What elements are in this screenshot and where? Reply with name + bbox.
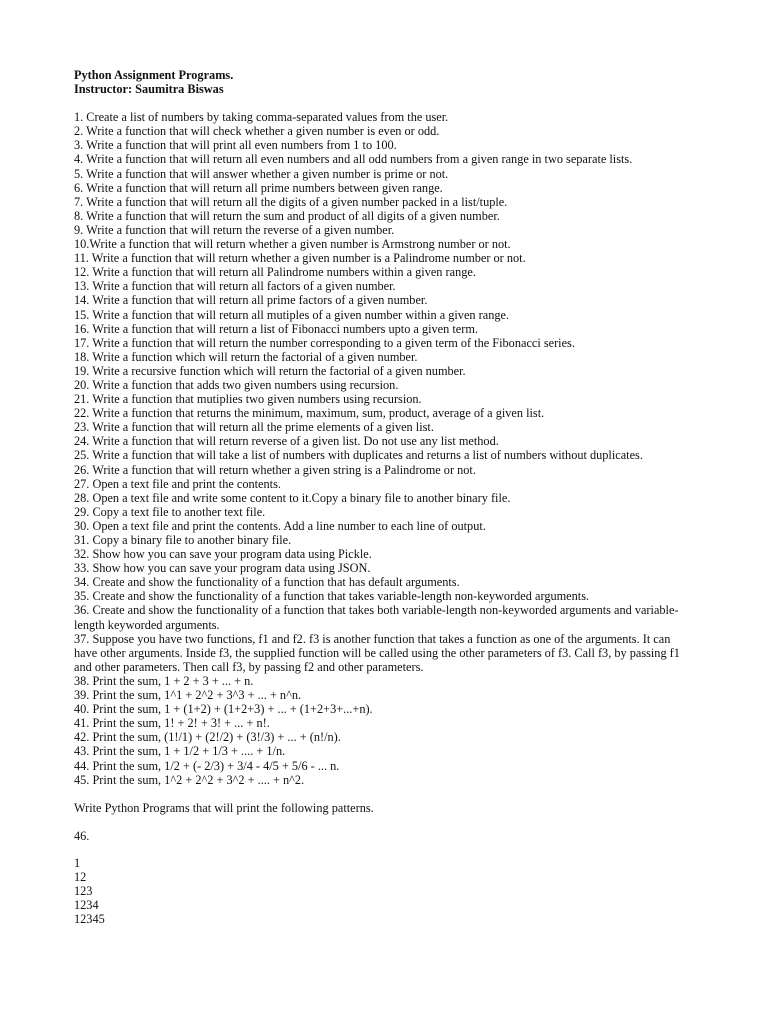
task-item: 5. Write a function that will answer whether a given number is prime or not. bbox=[74, 166, 449, 181]
task-item: 22. Write a function that returns the minimum, maximum, sum, product, average of a given list. bbox=[74, 406, 545, 421]
task-item: 24. Write a function that will return reverse of a given list. Do not use any list method. bbox=[74, 434, 499, 449]
task-item: 37. Suppose you have two functions, f1 and f2. f3 is another function that takes a function as one of the arguments. It can have other arguments. Inside f3, the supplied function will be called using the other parameters of f3. Call f3, by passing f1 and other parameters. Then call f3, by passing f2 and other parameters. bbox=[74, 631, 680, 674]
task-item: 35. Create and show the functionality of a function that takes variable-length non-keyworded arguments. bbox=[74, 589, 590, 604]
task-item: 27. Open a text file and print the contents. bbox=[74, 476, 281, 491]
task-item: 32. Show how you can save your program data using Pickle. bbox=[74, 547, 372, 562]
task-item: 2. Write a function that will check whether a given number is even or odd. bbox=[74, 124, 440, 139]
pattern-line: 12345 bbox=[74, 912, 105, 927]
task-item: 25. Write a function that will take a list of numbers with duplicates and returns a list of numbers without duplicates. bbox=[74, 448, 643, 463]
task-item: 8. Write a function that will return the sum and product of all digits of a given number. bbox=[74, 208, 500, 223]
task-item: 1. Create a list of numbers by taking comma-separated values from the user. bbox=[74, 110, 449, 125]
task-item: 42. Print the sum, (1!/1) + (2!/2) + (3!/3) + ... + (n!/n). bbox=[74, 730, 341, 745]
pattern-line: 123 bbox=[74, 884, 93, 899]
task-item: 9. Write a function that will return the reverse of a given number. bbox=[74, 222, 395, 237]
task-item: 38. Print the sum, 1 + 2 + 3 + ... + n. bbox=[74, 673, 254, 688]
task-item: 29. Copy a text file to another text file. bbox=[74, 504, 266, 519]
task-item: 10.Write a function that will return whether a given number is Armstrong number or not. bbox=[74, 237, 511, 252]
pattern-line: 12 bbox=[74, 869, 87, 884]
task-item: 7. Write a function that will return all the digits of a given number packed in a list/tuple. bbox=[74, 194, 508, 209]
task-item: 28. Open a text file and write some content to it.Copy a binary file to another binary file. bbox=[74, 490, 511, 505]
task-item: 30. Open a text file and print the contents. Add a line number to each line of output. bbox=[74, 518, 486, 533]
patterns-intro: Write Python Programs that will print the following patterns. bbox=[74, 800, 374, 815]
document-title: Python Assignment Programs. bbox=[74, 68, 234, 82]
task-item: 4. Write a function that will return all even numbers and all odd numbers from a given range in two separate lists. bbox=[74, 152, 633, 167]
task-item: 11. Write a function that will return whether a given number is a Palindrome number or not. bbox=[74, 251, 526, 266]
task-item: 26. Write a function that will return whether a given string is a Palindrome or not. bbox=[74, 462, 476, 477]
task-item: 40. Print the sum, 1 + (1+2) + (1+2+3) + ... + (1+2+3+...+n). bbox=[74, 702, 373, 717]
task-item: 13. Write a function that will return all factors of a given number. bbox=[74, 279, 396, 294]
task-item: 34. Create and show the functionality of a function that has default arguments. bbox=[74, 575, 460, 590]
pattern-line: 1234 bbox=[74, 898, 99, 913]
task-item: 23. Write a function that will return all the prime elements of a given list. bbox=[74, 420, 434, 435]
task-item: 41. Print the sum, 1! + 2! + 3! + ... + n!. bbox=[74, 716, 270, 731]
task-item: 19. Write a recursive function which will return the factorial of a given number. bbox=[74, 363, 466, 378]
task-item: 43. Print the sum, 1 + 1/2 + 1/3 + .... + 1/n. bbox=[74, 744, 286, 759]
task-item: 33. Show how you can save your program data using JSON. bbox=[74, 561, 371, 576]
task-item: 36. Create and show the functionality of a function that takes both variable-length non-keyworded arguments and variable-length keyworded arguments. bbox=[74, 603, 679, 632]
instructor-line: Instructor: Saumitra Biswas bbox=[74, 82, 224, 97]
task-item: 14. Write a function that will return all prime factors of a given number. bbox=[74, 293, 428, 308]
task-item: 31. Copy a binary file to another binary file. bbox=[74, 533, 292, 547]
task-item: 15. Write a function that will return all mutiples of a given number within a given range. bbox=[74, 307, 510, 322]
pattern-number: 46. bbox=[74, 828, 90, 843]
task-item: 39. Print the sum, 1^1 + 2^2 + 3^3 + ... + n^n. bbox=[74, 688, 302, 703]
task-item: 12. Write a function that will return all Palindrome numbers within a given range. bbox=[74, 265, 476, 280]
task-item: 17. Write a function that will return the number corresponding to a given term of the Fibonacci series. bbox=[74, 335, 575, 350]
pattern-line: 1 bbox=[74, 855, 81, 870]
task-item: 3. Write a function that will print all even numbers from 1 to 100. bbox=[74, 138, 397, 153]
task-item: 45. Print the sum, 1^2 + 2^2 + 3^2 + .... + n^2. bbox=[74, 772, 305, 787]
pattern-block bbox=[74, 856, 694, 926]
task-item: 44. Print the sum, 1/2 + (- 2/3) + 3/4 - 4/5 + 5/6 - ... n. bbox=[74, 758, 340, 773]
task-item: 20. Write a function that adds two given numbers using recursion. bbox=[74, 377, 399, 392]
task-item: 16. Write a function that will return a list of Fibonacci numbers upto a given term. bbox=[74, 321, 478, 336]
document-page bbox=[74, 68, 694, 926]
task-item: 18. Write a function which will return the factorial of a given number. bbox=[74, 349, 418, 364]
task-list bbox=[74, 110, 694, 787]
task-item: 21. Write a function that mutiplies two given numbers using recursion. bbox=[74, 392, 422, 407]
task-item: 6. Write a function that will return all prime numbers between given range. bbox=[74, 180, 443, 195]
